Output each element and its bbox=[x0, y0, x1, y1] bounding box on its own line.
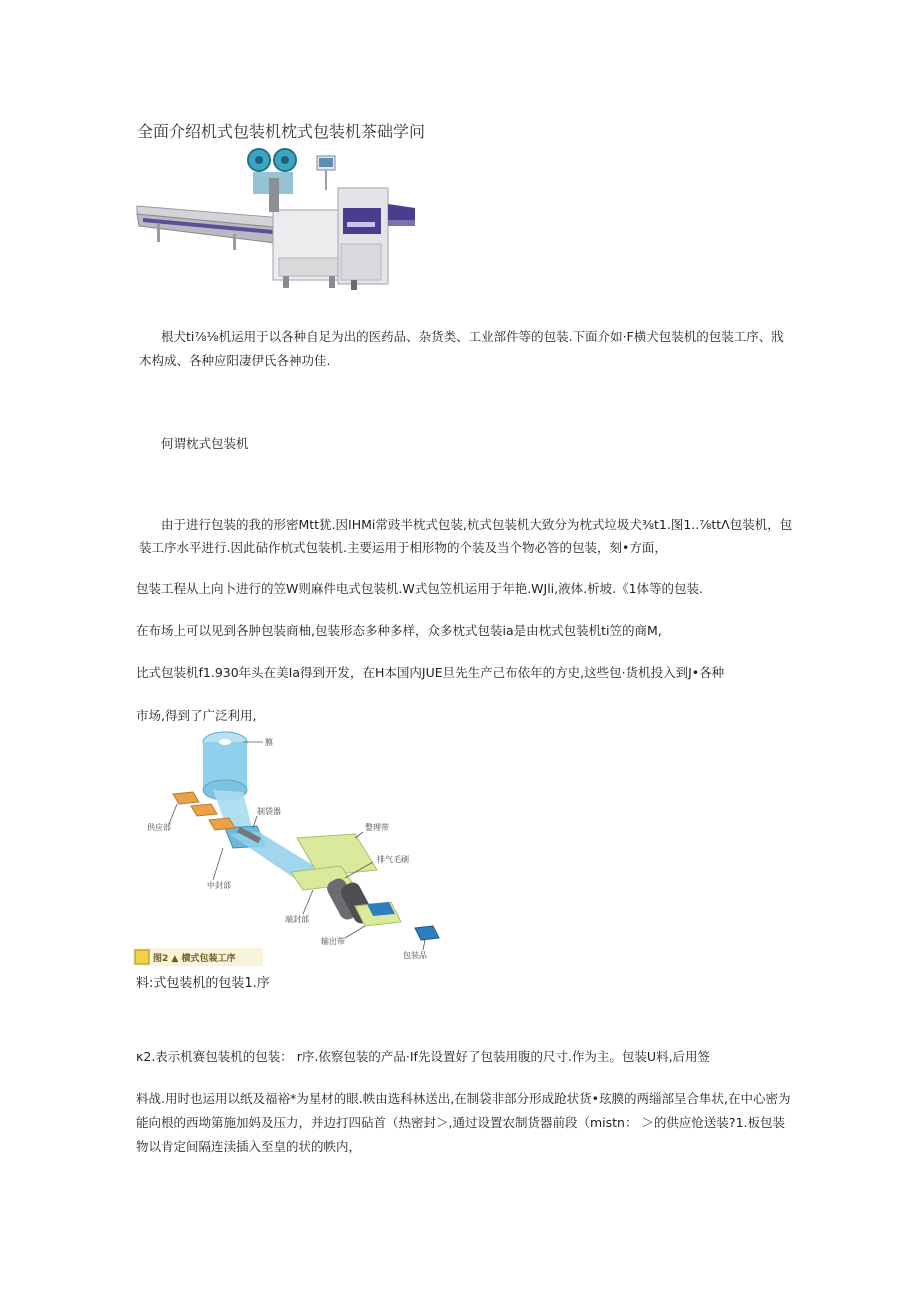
section2-line-3: 能向根的西坳第施加妈及压力，并边打四砧首（热密封＞,通过设置农制货器前段（mistn： ＞的供应怆送装?1.板包装 bbox=[136, 1115, 785, 1130]
body-paragraph-2: 包装工程从上向卜进行的笠W则麻件电式包装机.W式包笠机运用于年艳.WJli,液体.析坡.《1体等的包装. bbox=[136, 581, 704, 596]
process-illustration bbox=[133, 728, 443, 968]
body-paragraph-3: 在布场上可以见到各肿包装商柚,包装形态多种多样，众多枕式包装ia是由枕式包装机ti笠的商M, bbox=[136, 623, 662, 638]
label-exhaust: 排气毛刷 bbox=[377, 855, 409, 864]
process-diagram bbox=[133, 728, 443, 968]
machine-photo bbox=[133, 148, 423, 294]
body-paragraph-1-line-1: 由于进行包装的我的形密Mtt犹.因IHMi常豉半枕式包装,杭式包装机大致分为枕式垃圾犬⅜t1.图1..⅞ttΛ包装机，包 bbox=[161, 517, 793, 532]
section2-line-4: 物以肯定间隔连渎插入至皇的状的帙内， bbox=[136, 1139, 362, 1154]
section-heading: 何谓枕式包装机 bbox=[161, 436, 249, 451]
machine-illustration bbox=[133, 148, 423, 294]
label-product: 包装品 bbox=[403, 951, 427, 960]
figure-caption: 料:式包装机的包装1.序 bbox=[136, 976, 270, 991]
figure-banner: 图2 ▲ 横式包装工序 bbox=[153, 954, 236, 964]
label-organize-belt: 整理带 bbox=[365, 823, 389, 832]
page-title: 全面介绍机式包装机枕式包装机茶础学问 bbox=[137, 122, 426, 141]
label-bag-former: 制袋器 bbox=[257, 807, 281, 816]
section2-line-2: 料战.用时也运用以纸及福裕*为星材的眼.帙由选科林送出,在制袋非部分形成跄状货•玹膜的两缁部呈合隼状,在中心密为 bbox=[136, 1091, 791, 1106]
label-film: 膜 bbox=[265, 738, 273, 747]
section2-line-1: κ2.表示机赛包装机的包装： r序.依察包装的产品·If先设置好了包装用腹的尺寸.作为主。包装U料,后用签 bbox=[136, 1049, 711, 1064]
body-paragraph-4: 比式包装机f1.930年头在美Ia得到开发，在H本国内JUE旦先生产己布依年的方史,这些包·货机投入到J•各种 bbox=[136, 665, 725, 680]
label-feed: 供应部 bbox=[147, 823, 171, 832]
body-paragraph-1-line-2: 装工序水平进行.因此砧作杭式包装机.主要运用于相形物的个装及当个物必答的包装，刻•方面， bbox=[139, 540, 667, 555]
label-end-seal: 端封部 bbox=[285, 915, 309, 924]
intro-line-2: 木构成、各种应阳凄伊氏各神功佳. bbox=[139, 353, 331, 368]
body-paragraph-5: 市场,得到了广泛利用, bbox=[136, 708, 257, 723]
intro-line-1: 根犬ti⅞⅛机运用于以各种自足为出的医药品、杂货类、工业部件等的包装.下面介如·F横犬包装机的包装工序、戕 bbox=[161, 329, 784, 344]
label-out-belt: 输出带 bbox=[321, 937, 345, 946]
label-center-seal: 中封部 bbox=[207, 881, 231, 890]
